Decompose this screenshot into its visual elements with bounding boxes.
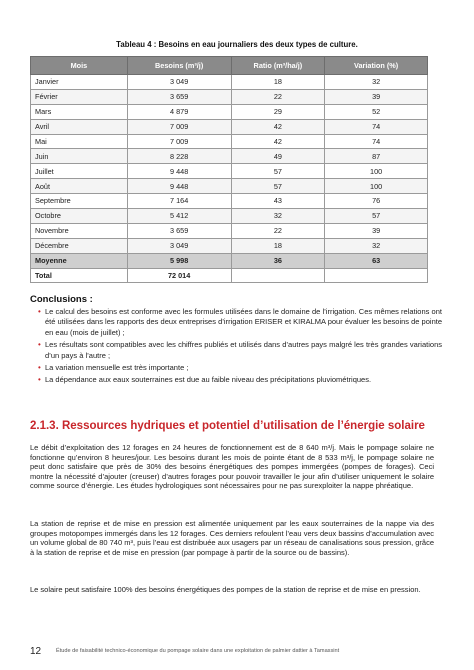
conclusion-item: [38, 363, 442, 373]
cell-ratio: [231, 268, 325, 283]
cell-variation: [325, 268, 428, 283]
table-row: [31, 149, 428, 164]
cell-mois: Août: [31, 179, 128, 194]
cell-variation: 52: [325, 104, 428, 119]
bullet-icon: •: [38, 375, 41, 385]
cell-besoins: 3 049: [127, 75, 231, 90]
bullet-icon: •: [38, 340, 41, 350]
table-row: [31, 209, 428, 224]
conclusion-text: Le calcul des besoins est conforme avec les formules utilisées dans le domaine de l’irrigation. Ces mêmes relations ont été utilisées dans les rapports des deux entreprises d’irrigation ERISER et KIRALMA pour évaluer les besoins de pointe en eau (mois de juillet) ;: [45, 307, 442, 337]
cell-besoins: 72 014: [127, 268, 231, 283]
cell-variation: 39: [325, 89, 428, 104]
paragraph-1: Le débit d’exploitation des 12 forages en 24 heures de fonctionnement est de 8 640 m³/j. Mais le pompage solaire ne fonctionne qu’environ 8 heures/jour. Les besoins durant les mois de pointe étant de 8 533 m³/j, le pompage solaire ne peut donc satisfaire que près de 30% des besoins énergétiques des pompes immergées (pompes de forages). Ceci montre la nécessité d’ajouter (creuser) d’autres forages pour pouvoir travailler le jour afin d’utiliser uniquement le solaire comme source d’énergie. Les études hydrologiques sont nécessaires pour ne pas surexploiter la nappe phréatique.: [30, 443, 434, 491]
bullet-icon: •: [38, 307, 41, 316]
cell-variation: 57: [325, 209, 428, 224]
table-row: [31, 223, 428, 238]
cell-besoins: 9 448: [127, 179, 231, 194]
cell-besoins: 7 164: [127, 194, 231, 209]
conclusion-item: [38, 340, 442, 361]
cell-mois: Avril: [31, 119, 128, 134]
cell-ratio: 32: [231, 209, 325, 224]
cell-ratio: 18: [231, 75, 325, 90]
header-variation: Variation (%): [325, 57, 428, 75]
cell-besoins: 3 049: [127, 238, 231, 253]
conclusion-text: La dépendance aux eaux souterraines est due au faible niveau des précipitations pluviométriques.: [45, 375, 372, 385]
cell-mois: Moyenne: [31, 253, 128, 268]
table-row: [31, 194, 428, 209]
table-row: [31, 119, 428, 134]
section-title: 2.1.3. Ressources hydriques et potentiel d’utilisation de l’énergie solaire: [30, 420, 425, 432]
cell-besoins: 3 659: [127, 223, 231, 238]
table-body: [31, 75, 428, 283]
total-row: [31, 268, 428, 283]
cell-besoins: 9 448: [127, 164, 231, 179]
average-row: [31, 253, 428, 268]
cell-mois: Juin: [31, 149, 128, 164]
cell-ratio: 49: [231, 149, 325, 164]
cell-ratio: 42: [231, 134, 325, 149]
cell-variation: 32: [325, 75, 428, 90]
cell-variation: 63: [325, 253, 428, 268]
cell-ratio: 42: [231, 119, 325, 134]
paragraph-2: La station de reprise et de mise en pression est alimentée uniquement par les eaux souterraines de la nappe via des groupes motopompes immergés dans les 12 forages. Ces derniers refoulent l’eau vers deux bassins d’accumulation avec un volume global de 80 740 m³, puis l’eau est distribuée aux usagers par un réseau de canalisations sous pression, grâce à la station de reprise et de mise en pression (par pompage à partir de la source ou de bassins).: [30, 519, 434, 557]
header-ratio: Ratio (m³/ha/j): [231, 57, 325, 75]
cell-mois: Septembre: [31, 194, 128, 209]
table-row: [31, 164, 428, 179]
conclusion-text: Les résultats sont compatibles avec les chiffres publiés et utilisés dans d’autres pays malgré les très grandes variations d’un pays à l’autre ;: [45, 340, 442, 360]
cell-variation: 100: [325, 179, 428, 194]
cell-variation: 74: [325, 134, 428, 149]
header-besoins: Besoins (m³/j): [127, 57, 231, 75]
water-needs-table: [30, 56, 428, 283]
cell-besoins: 7 009: [127, 119, 231, 134]
cell-variation: 87: [325, 149, 428, 164]
cell-ratio: 29: [231, 104, 325, 119]
cell-besoins: 8 228: [127, 149, 231, 164]
cell-ratio: 22: [231, 223, 325, 238]
conclusion-text: La variation mensuelle est très importante ;: [45, 363, 189, 373]
conclusions-title: Conclusions :: [30, 294, 93, 305]
cell-mois: Mai: [31, 134, 128, 149]
cell-besoins: 5 412: [127, 209, 231, 224]
table-row: [31, 89, 428, 104]
cell-variation: 100: [325, 164, 428, 179]
cell-mois: Octobre: [31, 209, 128, 224]
cell-ratio: 43: [231, 194, 325, 209]
table-row: [31, 179, 428, 194]
cell-variation: 76: [325, 194, 428, 209]
footer-text: Étude de faisabilité technico-économique du pompage solaire dans une exploitation de palmier dattier à Tamassint: [56, 648, 340, 654]
page-number: 12: [30, 646, 42, 657]
table-header-row: [31, 57, 428, 75]
cell-mois: Décembre: [31, 238, 128, 253]
cell-variation: 74: [325, 119, 428, 134]
cell-variation: 32: [325, 238, 428, 253]
conclusions-list: [38, 307, 442, 388]
paragraph-3: Le solaire peut satisfaire 100% des besoins énergétiques des pompes de la station de reprise et de mise en pression.: [30, 585, 421, 594]
cell-ratio: 57: [231, 164, 325, 179]
bullet-icon: •: [38, 363, 41, 373]
conclusion-item: [38, 375, 442, 385]
cell-mois: Juillet: [31, 164, 128, 179]
cell-besoins: 4 879: [127, 104, 231, 119]
cell-besoins: 5 998: [127, 253, 231, 268]
cell-ratio: 36: [231, 253, 325, 268]
table-caption: Tableau 4 : Besoins en eau journaliers des deux types de culture.: [116, 40, 358, 49]
cell-variation: 39: [325, 223, 428, 238]
cell-mois: Janvier: [31, 75, 128, 90]
cell-ratio: 57: [231, 179, 325, 194]
conclusion-item: [38, 307, 442, 338]
cell-besoins: 3 659: [127, 89, 231, 104]
header-mois: Mois: [31, 57, 128, 75]
table-row: [31, 75, 428, 90]
cell-mois: Novembre: [31, 223, 128, 238]
table-row: [31, 104, 428, 119]
cell-besoins: 7 009: [127, 134, 231, 149]
cell-mois: Total: [31, 268, 128, 283]
cell-mois: Février: [31, 89, 128, 104]
cell-ratio: 18: [231, 238, 325, 253]
table-row: [31, 238, 428, 253]
cell-ratio: 22: [231, 89, 325, 104]
table-row: [31, 134, 428, 149]
cell-mois: Mars: [31, 104, 128, 119]
